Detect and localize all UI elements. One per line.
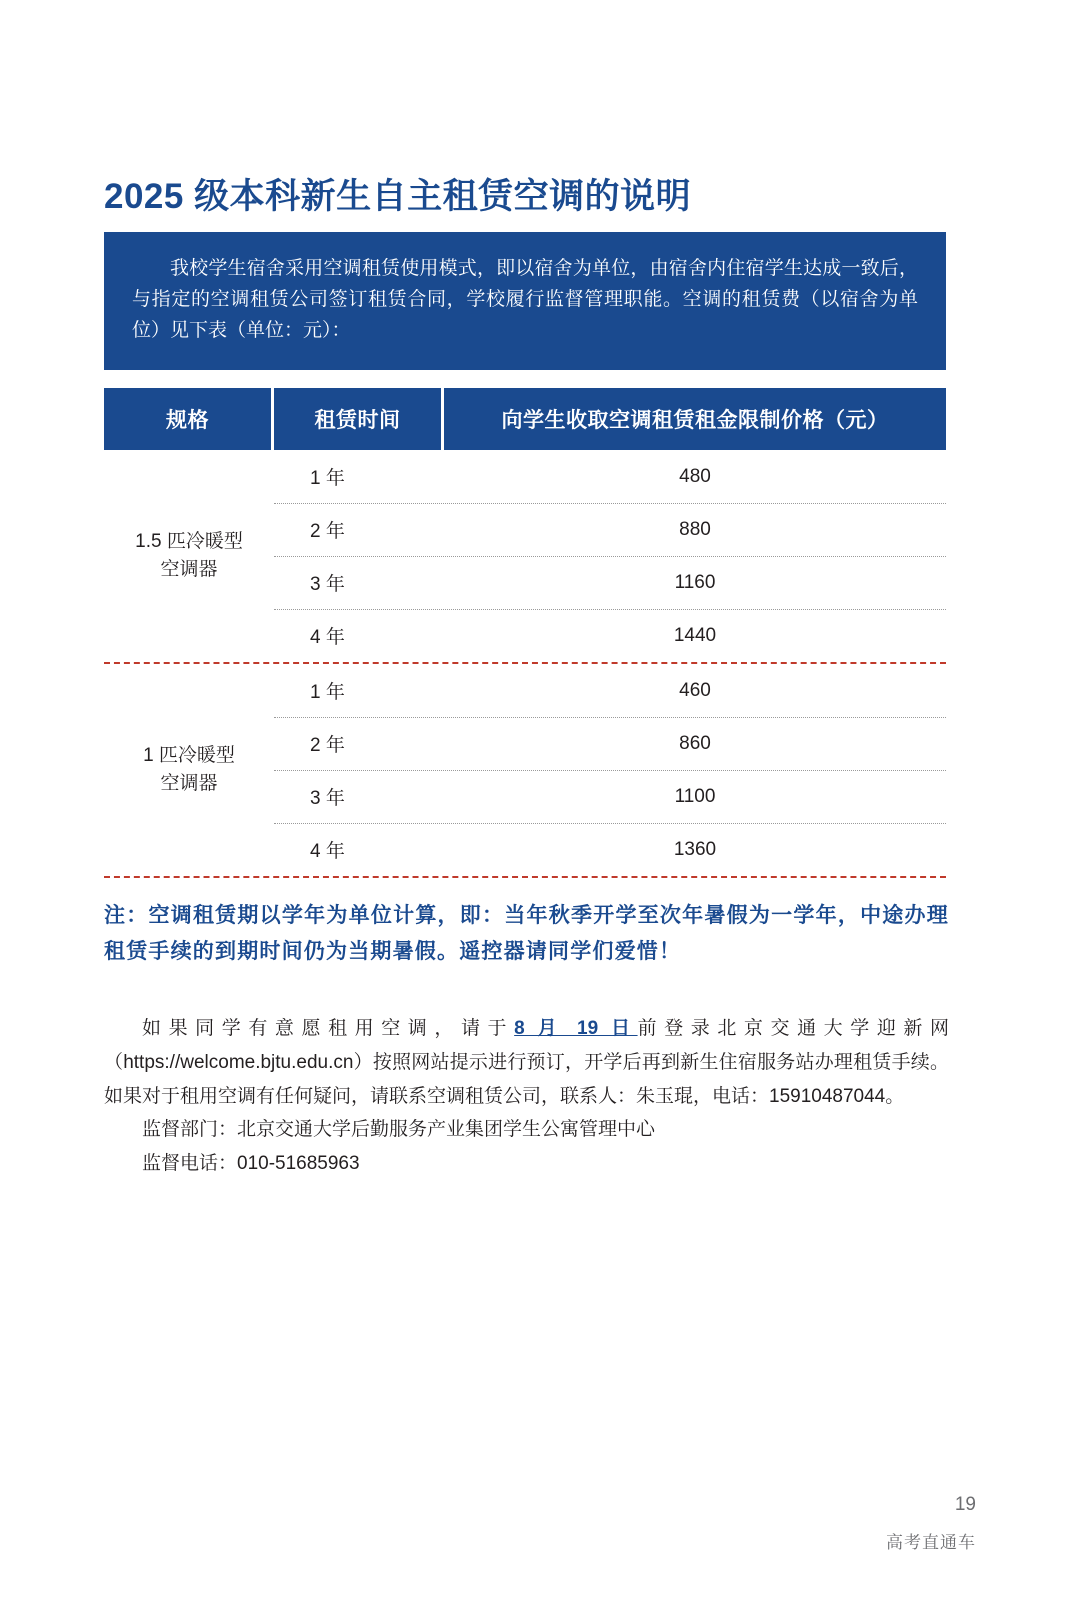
table-cell-time: 1 年 xyxy=(310,682,345,703)
paragraph-supervision-phone: 监督电话：010-51685963 xyxy=(142,1153,360,1175)
row-divider xyxy=(274,717,946,718)
table-row xyxy=(274,450,946,503)
table-cell-price: 1440 xyxy=(673,624,717,646)
table-cell-time: 2 年 xyxy=(310,735,345,756)
paragraph-booking-after: 前登录北京交通大学迎新网（https://welcome.bjtu.edu.cn）按照网站提示进行预订，开学后再到新生住宿服务站办理租赁手续。如果对于租用空调有任何疑问，请联系空调租赁公司，联系人：朱玉琨，电话：15910487044。 xyxy=(104,1018,949,1107)
body-text xyxy=(104,1012,949,1181)
table-cell-price: 860 xyxy=(679,732,711,754)
table-cell-time: 4 年 xyxy=(310,627,345,648)
table-header-row xyxy=(104,388,946,450)
note-highlight: 注：空调租赁期以学年为单位计算，即：当年秋季开学至次年暑假为一学年，中途办理租赁手续的到期时间仍为当期暑假。遥控器请同学们爱惜！ xyxy=(104,904,949,964)
table-cell-time: 4 年 xyxy=(310,841,345,862)
table-row xyxy=(274,556,946,609)
table-row xyxy=(274,823,946,876)
table-group-2 xyxy=(104,664,946,876)
table-row xyxy=(274,503,946,556)
table-cell-price: 1100 xyxy=(674,785,716,807)
table-row xyxy=(274,717,946,770)
table-cell-price: 880 xyxy=(679,518,711,540)
table-group-rows xyxy=(274,664,946,876)
table-cell-spec xyxy=(104,450,274,662)
table-cell-spec xyxy=(104,664,274,876)
table-cell-time: 2 年 xyxy=(310,521,345,542)
table-group-rows xyxy=(274,450,946,662)
table-cell-time: 3 年 xyxy=(310,788,345,809)
table-cell-price: 480 xyxy=(679,465,711,487)
spec-line-2: 空调器 xyxy=(160,559,218,580)
row-divider xyxy=(274,823,946,824)
table-header-spec: 规格 xyxy=(104,388,274,450)
row-divider xyxy=(274,556,946,557)
footer-brand: 高考直通车 xyxy=(886,1533,976,1552)
table-cell-time: 3 年 xyxy=(310,574,345,595)
rental-price-table xyxy=(104,388,946,878)
table-row xyxy=(274,770,946,823)
table-row xyxy=(274,664,946,717)
row-divider xyxy=(274,503,946,504)
spec-line-2: 空调器 xyxy=(160,773,218,794)
table-group-1 xyxy=(104,450,946,662)
spec-line-1: 1 匹冷暖型 xyxy=(143,745,235,767)
table-bottom-divider xyxy=(104,876,946,878)
table-cell-price: 1160 xyxy=(674,571,716,593)
deadline-date: 8 月 19 日 xyxy=(514,1018,638,1039)
table-header-time: 租赁时间 xyxy=(274,388,444,450)
paragraph-booking-before: 如果同学有意愿租用空调，请于 xyxy=(142,1018,515,1039)
table-cell-price: 1360 xyxy=(673,838,717,860)
page-number: 19 xyxy=(954,1494,976,1515)
row-divider xyxy=(274,770,946,771)
table-cell-time: 1 年 xyxy=(310,468,345,489)
spec-line-1: 1.5 匹冷暖型 xyxy=(135,531,243,553)
paragraph-booking xyxy=(104,1012,949,1113)
intro-callout xyxy=(104,232,946,370)
table-row xyxy=(274,609,946,662)
paragraph-supervision-dept: 监督部门：北京交通大学后勤服务产业集团学生公寓管理中心 xyxy=(142,1119,656,1141)
table-header-price: 向学生收取空调租赁租金限制价格（元） xyxy=(501,409,889,432)
intro-text: 我校学生宿舍采用空调租赁使用模式，即以宿舍为单位，由宿舍内住宿学生达成一致后，与指定的空调租赁公司签订租赁合同，学校履行监督管理职能。空调的租赁费（以宿舍为单位）见下表（单位：元）： xyxy=(132,258,918,341)
table-cell-price: 460 xyxy=(679,679,711,701)
row-divider xyxy=(274,609,946,610)
page-title: 2025 级本科新生自主租赁空调的说明 xyxy=(104,177,692,217)
